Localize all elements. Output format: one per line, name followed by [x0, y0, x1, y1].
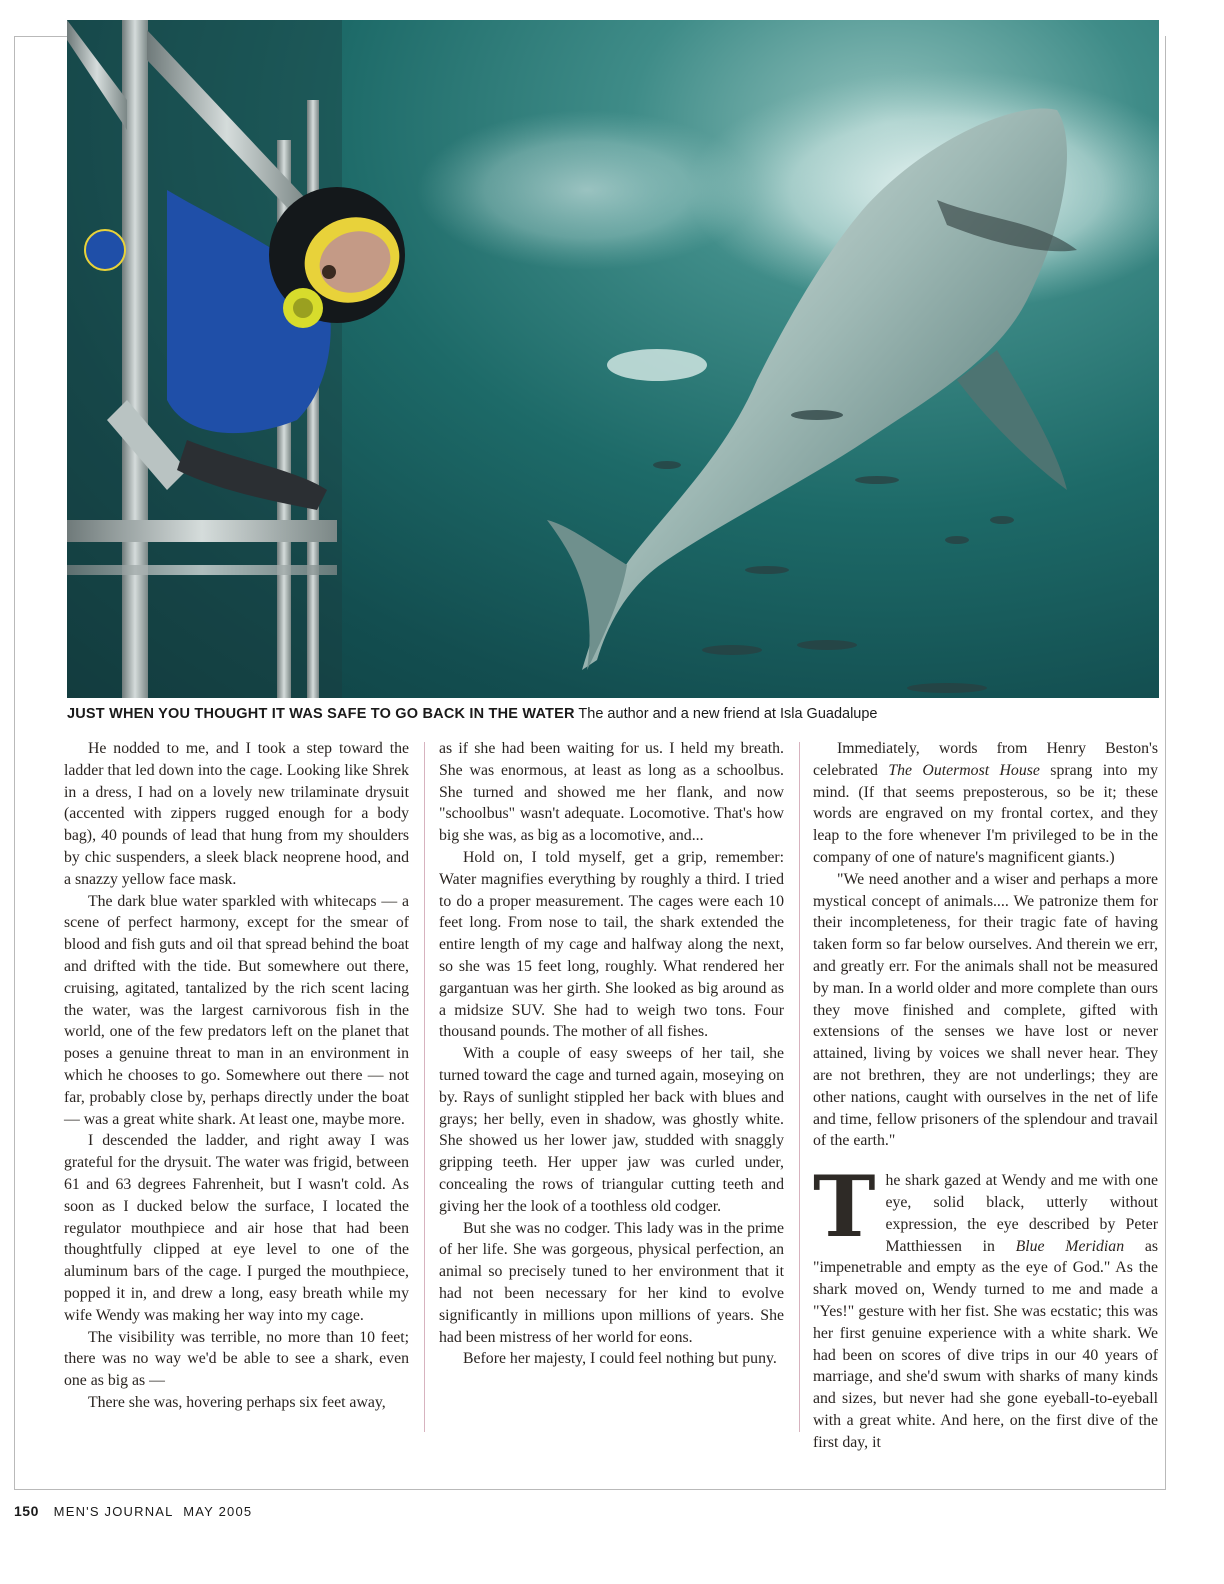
text-run: as "impenetrable and empty as the eye of God." As the shark moved on, Wendy turned to me and made a "Yes!" gesture with her fist. She was ecstatic; this was her first genuine experience with a white shark. We had been on scores of dive trips in our 40 years of marriage, and she'd swum with sharks of many kinds and sizes, but never had she gone eyeball-to-eyeball with a great white. And here, on the first dive of the first day, it [813, 1237, 1159, 1451]
article-column-1 [64, 738, 409, 1414]
paragraph: Hold on, I told myself, get a grip, remember: Water magnifies everything by roughly a third. I tried to do a proper measurement. The cages were each 10 feet long. From nose to tail, the shark extended the entire length of my cage and halfway along the next, so she was 15 feet long, roughly. What rendered her gargantuan was her girth. She looked as big around as a midsize SUV. She had to weigh two tons. Four thousand pounds. The mother of all fishes. [439, 848, 784, 1041]
paragraph: There she was, hovering perhaps six feet away, [88, 1393, 386, 1411]
text-run: he shark gazed at Wendy and me with one eye, solid black, utterly without expression, the eye described by Peter Matthiessen in [885, 1172, 1158, 1255]
shark-pectoral-fin [957, 350, 1067, 490]
shark-photo-illustration [67, 20, 1159, 698]
paragraph: He nodded to me, and I took a step toward the ladder that led down into the cage. Looking like Shrek in a dress, I had on a lovely new trilaminate drysuit (accented with zippers rugged enough for a body bag), 40 pounds of lead that hung from my shoulders by chic suspenders, a sleek black neoprene hood, and a snazzy yellow face mask. [64, 740, 409, 888]
shark-photo [67, 20, 1159, 698]
shark-tail [547, 520, 627, 670]
paragraph: The dark blue water sparkled with whitecaps — a scene of perfect harmony, except for the smear of blood and fish guts and oil that spread behind the boat and drifted with the tide. But somewhere out there, cruising, agitated, tantalized by the rich scent lacing the water, was the largest carnivorous fish in the world, one of the few predators left on the planet that poses a genuine threat to man in an environment in which he chooses to go. Somewhere out there — not far, probably close by, perhaps directly under the boat — was a great white shark. At least one, maybe more. [64, 892, 409, 1128]
paragraph: With a couple of easy sweeps of her tail, she turned toward the cage and turned again, moseying on by. Rays of sunlight stippled her back with blues and grays; her belly, even in shadow, was ghostly white. She showed us her lower jaw, studded with snaggly gripping teeth. Her upper jaw was curled under, concealing the rows of triangular cutting teeth and giving her the look of a toothless old codger. [439, 1045, 784, 1215]
frame-right-line [1165, 36, 1166, 1490]
bubble-cloud [417, 110, 757, 270]
book-title: The Outermost House [888, 761, 1040, 779]
frame-left-line [14, 36, 15, 1490]
photo-caption [67, 706, 1159, 722]
article-column-2 [439, 738, 784, 1370]
book-title: Blue Meridian [1015, 1237, 1125, 1255]
article-column-3 [813, 738, 1158, 1454]
caption-headline: JUST WHEN YOU THOUGHT IT WAS SAFE TO GO BACK IN THE WATER [67, 706, 575, 722]
column-divider [424, 742, 425, 1432]
drop-cap: T [813, 1157, 876, 1257]
caption-text: The author and a new friend at Isla Guadalupe [578, 706, 878, 722]
paragraph: Before her majesty, I could feel nothing but puny. [463, 1350, 777, 1368]
text-run: Immediately, words from Henry Beston's celebrated [813, 740, 1158, 779]
light-patch [607, 349, 707, 381]
section-start [813, 1157, 1159, 1453]
column-divider [799, 742, 800, 1432]
page-number: 150 [14, 1503, 39, 1519]
issue-date: MAY 2005 [183, 1504, 253, 1519]
paragraph: The visibility was terrible, no more than 10 feet; there was no way we'd be able to see a shark, even one as big as — [64, 1328, 409, 1390]
paragraph: I descended the ladder, and right away I was grateful for the drysuit. The water was frigid, between 61 and 63 degrees Fahrenheit, but I wasn't cold. As soon as I ducked below the surface, I located the regulator mouthpiece and air hose that had been thoughtfully clipped at eye level to one of the aluminum bars of the cage. I purged the mouthpiece, popped it in, and drew a long, easy breath while my wife Wendy was making her way into my cage. [64, 1132, 409, 1324]
paragraph: But she was no codger. This lady was in the prime of her life. She was gorgeous, physical perfection, an animal so precisely tuned to her environment that it had not been necessary for her kind to evolve significantly in millions upon millions of years. She had been mistress of her world for eons. [439, 1219, 784, 1346]
magazine-name: MEN'S JOURNAL [53, 1504, 174, 1519]
paragraph: as if she had been waiting for us. I held my breath. She was enormous, at least as long as a schoolbus. She turned and showed me her flank, and now "schoolbus" wasn't adequate. Locomotive. That's how big she was, as big as a locomotive, and... [439, 740, 784, 845]
paragraph: "We need another and a wiser and perhaps a more mystical concept of animals.... We patronize them for their incompleteness, for their tragic fate of having taken form so far below ourselves. And therein we err, and greatly err. For the animals shall not be measured by man. In a world older and more complete than ours they move finished and complete, gifted with extensions of the senses we have lost or never attained, living by voices we shall never hear. They are not brethren, they are not underlings; they are other nations, caught with ourselves in the net of life and time, fellow prisoners of the splendour and travail of the earth." [813, 870, 1158, 1150]
text-run: sprang into my mind. (If that seems preposterous, so be it; these words are engraved on my frontal cortex, and they leap to the fore whenever I'm privileged to be in the company of one of nature's magnificent giants.) [813, 761, 1158, 866]
frame-top-line [14, 36, 68, 37]
frame-bottom-line [14, 1489, 1166, 1490]
page-footer [14, 1503, 252, 1519]
paragraph [813, 738, 1158, 869]
